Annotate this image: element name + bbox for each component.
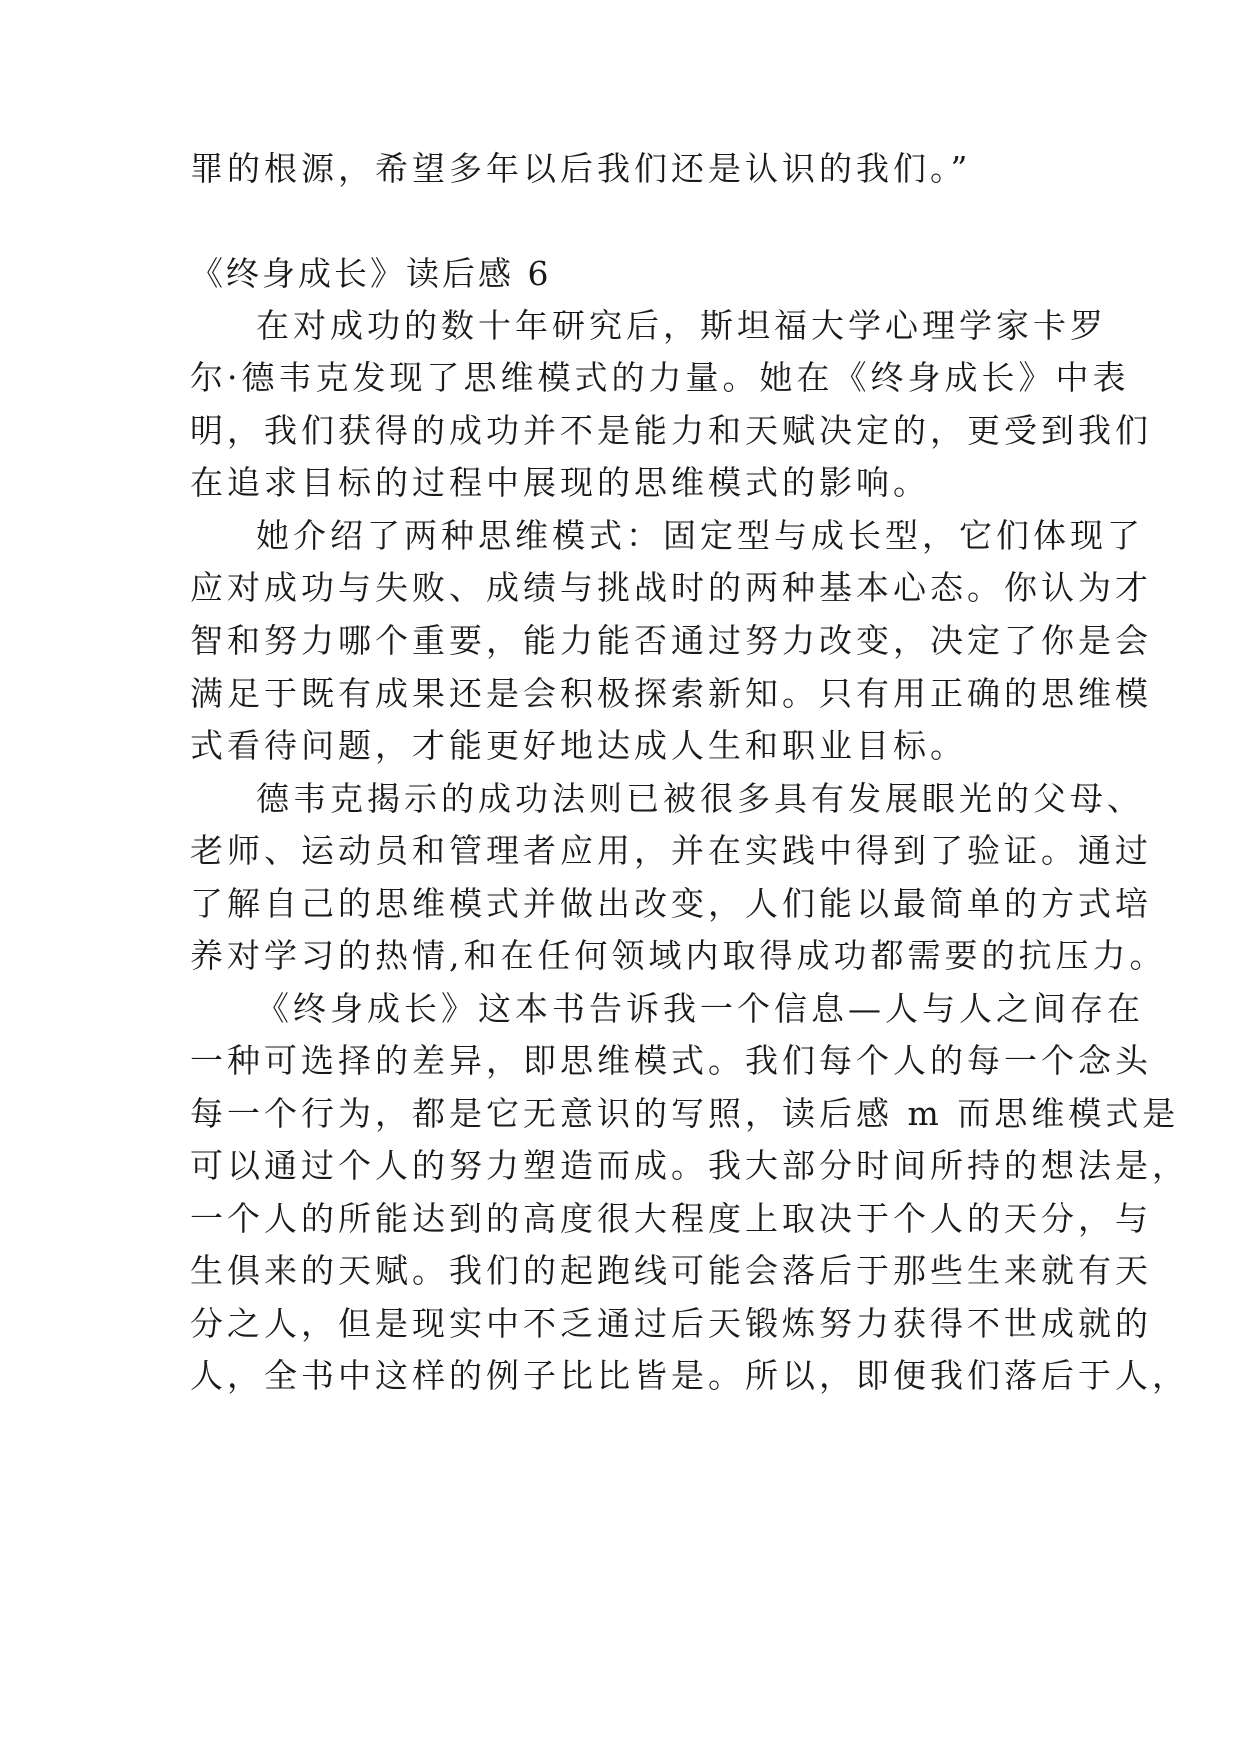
paragraph-line: 满足于既有成果还是会积极探索新知。只有用正确的思维模 xyxy=(190,674,1152,713)
paragraph-line: 在追求目标的过程中展现的思维模式的影响。 xyxy=(190,463,930,502)
paragraph-line: 养对学习的热情,和在任何领域内取得成功都需要的抗压力。 xyxy=(190,936,1167,975)
section-heading: 《终身成长》读后感 6 xyxy=(190,254,552,293)
paragraph-line: 可以通过个人的努力塑造而成。我大部分时间所持的想法是， xyxy=(190,1146,1189,1185)
paragraph-line: 一种可选择的差异，即思维模式。我们每个人的每一个念头 xyxy=(190,1041,1152,1080)
paragraph-line: 老师、运动员和管理者应用，并在实践中得到了验证。通过 xyxy=(190,831,1152,870)
paragraph-line: 智和努力哪个重要，能力能否通过努力改变，决定了你是会 xyxy=(190,621,1152,660)
paragraph-line: 《终身成长》这本书告诉我一个信息—人与人之间存在 xyxy=(256,989,1144,1028)
carryover-line: 罪的根源，希望多年以后我们还是认识的我们。” xyxy=(190,149,972,188)
paragraph-line: 式看待问题，才能更好地达成人生和职业目标。 xyxy=(190,726,967,765)
paragraph-line: 生俱来的天赋。我们的起跑线可能会落后于那些生来就有天 xyxy=(190,1251,1152,1290)
paragraph-line: 分之人，但是现实中不乏通过后天锻炼努力获得不世成就的 xyxy=(190,1304,1152,1343)
paragraph-line: 尔·德韦克发现了思维模式的力量。她在《终身成长》中表 xyxy=(190,358,1130,397)
paragraph-line: 德韦克揭示的成功法则已被很多具有发展眼光的父母、 xyxy=(256,779,1144,818)
paragraph-line: 在对成功的数十年研究后，斯坦福大学心理学家卡罗 xyxy=(256,306,1107,345)
paragraph-line: 人，全书中这样的例子比比皆是。所以，即便我们落后于人， xyxy=(190,1356,1189,1395)
paragraph-line: 了解自己的思维模式并做出改变，人们能以最简单的方式培 xyxy=(190,884,1152,923)
paragraph-line: 应对成功与失败、成绩与挑战时的两种基本心态。你认为才 xyxy=(190,568,1152,607)
paragraph-line: 她介绍了两种思维模式：固定型与成长型，它们体现了 xyxy=(256,516,1144,555)
paragraph-line: 明，我们获得的成功并不是能力和天赋决定的，更受到我们 xyxy=(190,411,1152,450)
paragraph-line: 一个人的所能达到的高度很大程度上取决于个人的天分，与 xyxy=(190,1199,1152,1238)
paragraph-line: 每一个行为，都是它无意识的写照，读后感 m 而思维模式是 xyxy=(190,1094,1180,1133)
